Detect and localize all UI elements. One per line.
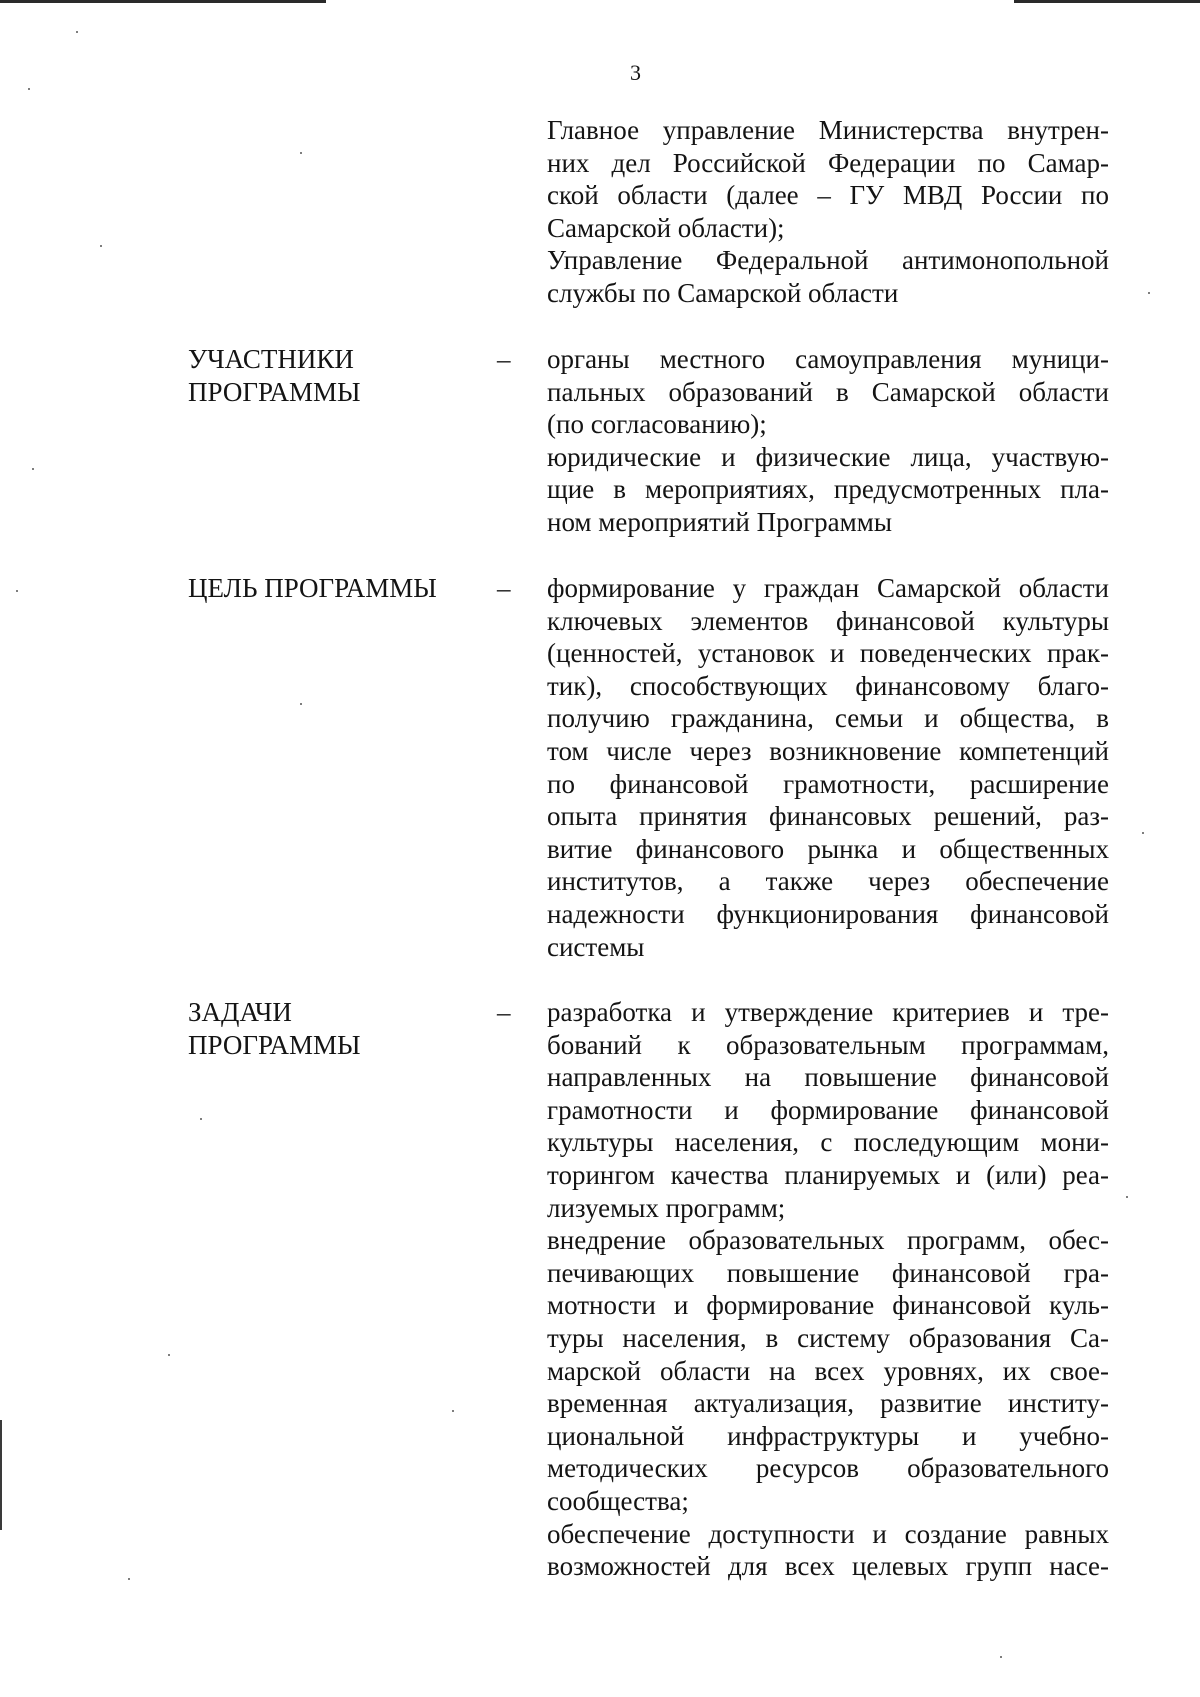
text-line: по финансовой грамотности, расширение <box>547 768 1109 799</box>
text-line: службы по Самарской области <box>547 277 899 308</box>
text-line: культуры населения, с последующим мони- <box>547 1127 1109 1158</box>
text-line: сообщества; <box>547 1485 689 1516</box>
text-line: опыта принятия финансовых решений, раз- <box>547 801 1109 832</box>
text-line: тик), способствующих финансовому благо- <box>547 670 1109 701</box>
scan-speck <box>1126 1196 1128 1198</box>
scan-speck <box>76 31 78 33</box>
text-line: обеспечение доступности и создание равных <box>547 1518 1109 1549</box>
page-number: 3 <box>630 60 641 85</box>
participants-text <box>547 343 1109 539</box>
continuation-text <box>547 114 1109 310</box>
text-line: возможностей для всех целевых групп насе- <box>547 1551 1109 1582</box>
scan-speck <box>200 1118 202 1120</box>
text-line: том числе через возникновение компетенций <box>547 735 1109 766</box>
label-line: ПРОГРАММЫ <box>188 377 361 407</box>
text-line: лизуемых программ; <box>547 1192 786 1223</box>
text-line: направленных на повышение финансовой <box>547 1062 1109 1093</box>
label-line: УЧАСТНИКИ <box>188 344 354 374</box>
goal-text <box>547 572 1109 963</box>
text-line: циональной инфраструктуры и учебно- <box>547 1420 1109 1451</box>
text-line: ской области (далее – ГУ МВД России по <box>547 180 1109 211</box>
scan-speck <box>300 703 302 705</box>
label-line: ПРОГРАММЫ <box>188 1030 361 1060</box>
scan-speck <box>1142 832 1144 834</box>
participants-dash: – <box>497 344 511 374</box>
text-line: них дел Российской Федерации по Самар- <box>547 147 1109 178</box>
text-line: Самарской области); <box>547 212 785 243</box>
scan-speck <box>128 1578 130 1580</box>
text-line: временная актуализация, развитие институ- <box>547 1388 1109 1419</box>
text-line: туры населения, в систему образования Са- <box>547 1322 1109 1353</box>
text-line: печивающих повышение финансовой гра- <box>547 1257 1109 1288</box>
text-line: мотности и формирование финансовой куль- <box>547 1290 1109 1321</box>
text-line: Управление Федеральной антимонопольной <box>547 245 1109 276</box>
scan-speck <box>168 1354 170 1356</box>
participants-label <box>188 343 488 409</box>
text-line: юридические и физические лица, участвую- <box>547 441 1109 472</box>
text-line: торингом качества планируемых и (или) реа- <box>547 1159 1109 1190</box>
label-line: ЗАДАЧИ <box>188 997 292 1027</box>
text-line: пальных образований в Самарской области <box>547 376 1109 407</box>
top-scan-border-left <box>0 0 326 3</box>
text-line: формирование у граждан Самарской области <box>547 573 1109 603</box>
text-line: витие финансового рынка и общественных <box>547 833 1109 864</box>
text-line: марской области на всех уровнях, их свое- <box>547 1355 1109 1386</box>
text-line: ном мероприятий Программы <box>547 506 892 537</box>
text-line: Главное управление Министерства внутрен- <box>547 115 1109 145</box>
text-line: грамотности и формирование финансовой <box>547 1094 1109 1125</box>
text-line: институтов, а также через обеспечение <box>547 866 1109 897</box>
tasks-label <box>188 996 488 1062</box>
text-line: внедрение образовательных программ, обес- <box>547 1225 1109 1256</box>
scan-speck <box>16 590 18 592</box>
left-scan-edge <box>0 1420 2 1530</box>
text-line: (по согласованию); <box>547 409 767 440</box>
scan-speck <box>452 1410 454 1412</box>
text-line: методических ресурсов образовательного <box>547 1453 1109 1484</box>
text-line: надежности функционирования финансовой <box>547 898 1109 929</box>
text-line: разработка и утверждение критериев и тре- <box>547 997 1109 1027</box>
text-line: (ценностей, установок и поведенческих прак- <box>547 638 1109 669</box>
scan-speck <box>100 245 102 247</box>
text-line: щие в мероприятиях, предусмотренных пла- <box>547 474 1109 505</box>
scan-speck <box>1000 1656 1002 1658</box>
text-line: ключевых элементов финансовой культуры <box>547 605 1109 636</box>
text-line: органы местного самоуправления муници- <box>547 344 1109 374</box>
goal-label <box>188 572 488 605</box>
label-line: ЦЕЛЬ ПРОГРАММЫ <box>188 573 437 603</box>
top-scan-border-right <box>1014 0 1200 3</box>
scan-speck <box>1148 292 1150 294</box>
text-line: системы <box>547 931 645 962</box>
scan-speck <box>300 152 302 154</box>
scan-speck <box>32 468 34 470</box>
tasks-dash: – <box>497 997 511 1027</box>
text-line: бований к образовательным программам, <box>547 1029 1109 1060</box>
scan-speck <box>28 88 30 90</box>
tasks-text <box>547 996 1109 1583</box>
text-line: получию гражданина, семьи и общества, в <box>547 703 1109 734</box>
goal-dash: – <box>497 573 511 603</box>
